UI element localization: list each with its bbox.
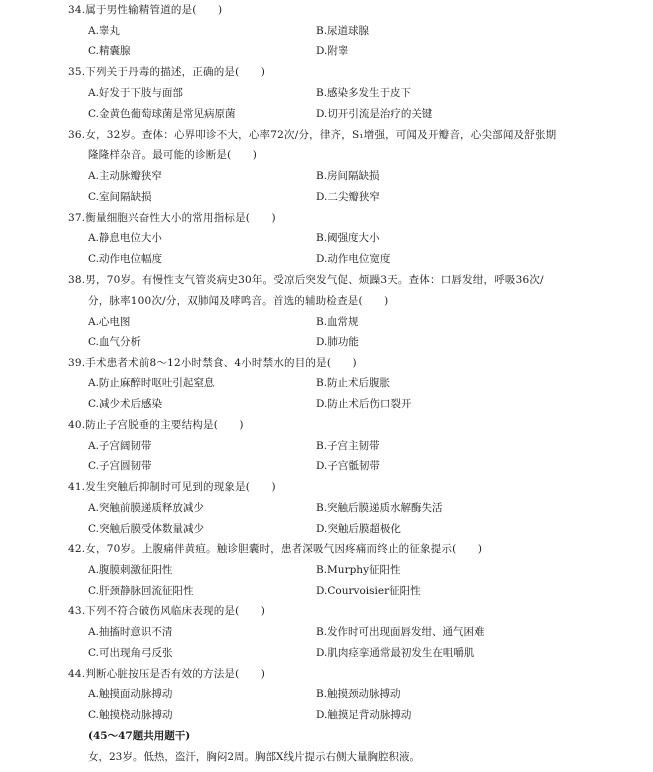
question-36-stem: 36.女，32岁。查体：心界叩诊不大，心率72次/分，律齐，S₁增强，可闻及开瓣音，心尖部闻及舒张期: [68, 129, 557, 141]
question-39-option-a: A.防止麻醉时呕吐引起窒息: [88, 377, 215, 389]
question-44-option-c: C.触摸桡动脉搏动: [88, 709, 173, 721]
question-38-stem: 38.男，70岁。有慢性支气管炎病史30年。受凉后突发气促、烦躁3天。查体：口唇发绀，呼吸36次/: [68, 274, 544, 286]
question-40-option-c: C.子宫圆韧带: [88, 460, 152, 472]
question-34-option-d: D.附睾: [316, 45, 349, 57]
question-37-stem: 37.衡量细胞兴奋性大小的常用指标是( ): [68, 212, 276, 224]
question-44-option-b: B.触摸颈动脉搏动: [316, 688, 401, 700]
question-38-option-a: A.心电图: [88, 316, 131, 328]
question-35-option-b: B.感染多发生于皮下: [316, 87, 412, 99]
question-37-option-d: D.动作电位宽度: [316, 253, 391, 265]
question-41-option-b: B.突触后膜递质水解酶失活: [316, 502, 443, 514]
question-40-option-b: B.子宫主韧带: [316, 440, 380, 452]
question-40-stem: 40.防止子宫脱垂的主要结构是( ): [68, 419, 244, 431]
question-43-option-b: B.发作时可出现面唇发绀、通气困难: [316, 626, 485, 638]
question-38-option-c: C.血气分析: [88, 336, 141, 348]
question-40-option-a: A.子宫阔韧带: [88, 440, 152, 452]
question-41-stem: 41.发生突触后抑制时可见到的现象是( ): [68, 481, 276, 493]
question-42-option-d: D.Courvoisier征阳性: [316, 585, 421, 597]
question-42-option-b: B.Murphy征阳性: [316, 564, 401, 576]
question-43-option-c: C.可出现角弓反张: [88, 647, 173, 659]
question-35-option-a: A.好发于下肢与面部: [88, 87, 183, 99]
question-44-option-d: D.触摸足背动脉搏动: [316, 709, 412, 721]
question-36-stem-cont: 隆隆样杂音。最可能的诊断是( ): [88, 149, 258, 161]
question-38-stem-cont: 分，脉率100次/分，双肺闻及哮鸣音。首选的辅助检查是( ): [88, 295, 389, 307]
question-36-option-a: A.主动脉瓣狭窄: [88, 170, 162, 182]
question-40-option-d: D.子宫骶韧带: [316, 460, 380, 472]
question-36-option-d: D.二尖瓣狭窄: [316, 191, 380, 203]
question-43-option-d: D.肌肉痉挛通常最初发生在咀嚼肌: [316, 647, 475, 659]
question-37-option-c: C.动作电位幅度: [88, 253, 162, 265]
question-42-option-c: C.肝颈静脉回流征阳性: [88, 585, 194, 597]
question-41-option-a: A.突触前膜递质释放减少: [88, 502, 204, 514]
question-42-stem: 42.女，70岁。上腹痛伴黄疸。触诊胆囊时，患者深吸气因疼痛而终止的征象提示( ): [68, 543, 483, 555]
question-39-stem: 39.手术患者术前8～12小时禁食、4小时禁水的目的是( ): [68, 357, 357, 369]
question-43-stem: 43.下列不符合破伤风临床表现的是( ): [68, 605, 266, 617]
question-44-stem: 44.判断心脏按压是否有效的方法是( ): [68, 668, 266, 680]
question-34-option-b: B.尿道球腺: [316, 25, 370, 37]
question-35-stem: 35.下列关于丹毒的描述，正确的是( ): [68, 66, 266, 78]
question-43-option-a: A.抽搐时意识不清: [88, 626, 173, 638]
question-39-option-c: C.减少术后感染: [88, 398, 162, 410]
question-34-stem: 34.属于男性输精管道的是( ): [68, 4, 223, 16]
question-36-option-b: B.房间隔缺损: [316, 170, 380, 182]
question-34-option-c: C.精囊腺: [88, 45, 131, 57]
question-44-option-a: A.触摸面动脉搏动: [88, 688, 173, 700]
question-38-option-b: B.血常规: [316, 316, 359, 328]
question-39-option-d: D.防止术后伤口裂开: [316, 398, 412, 410]
question-35-option-d: D.切开引流是治疗的关键: [316, 108, 433, 120]
question-36-option-c: C.室间隔缺损: [88, 191, 152, 203]
question-34-option-a: A.睾丸: [88, 25, 120, 37]
group-title: (45～47题共用题干): [88, 730, 191, 742]
question-39-option-b: B.防止术后腹胀: [316, 377, 391, 389]
question-37-option-a: A.静息电位大小: [88, 232, 162, 244]
question-41-option-d: D.突触后膜超极化: [316, 523, 401, 535]
question-35-option-c: C.金黄色葡萄球菌是常见病原菌: [88, 108, 236, 120]
question-38-option-d: D.肺功能: [316, 336, 359, 348]
question-37-option-b: B.阈强度大小: [316, 232, 380, 244]
group-case-stem: 女，23岁。低热，盗汗，胸闷2周。胸部X线片提示右侧大量胸腔积液。: [88, 751, 421, 763]
question-42-option-a: A.腹膜刺激征阳性: [88, 564, 173, 576]
question-41-option-c: C.突触后膜受体数量减少: [88, 523, 204, 535]
